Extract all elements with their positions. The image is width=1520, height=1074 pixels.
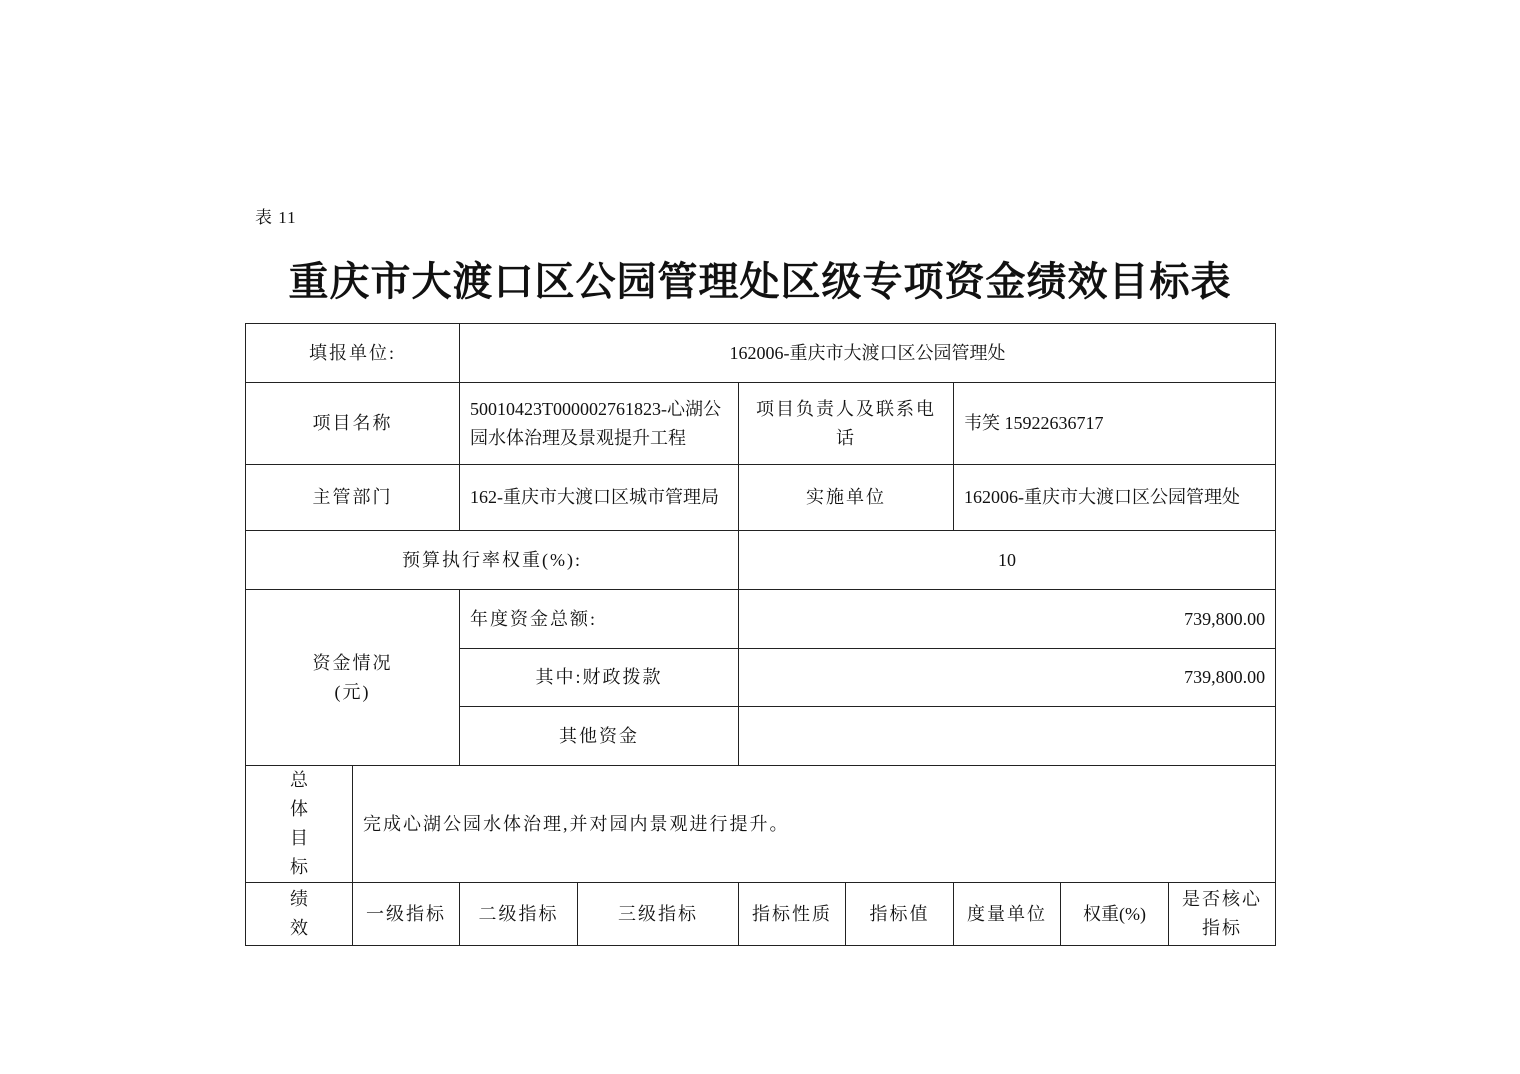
header-is-core: 是否核心指标 [1169, 883, 1276, 946]
indicator-header-row [246, 883, 1276, 946]
header-level1: 一级指标 [353, 883, 460, 946]
implementing-unit-value: 162006-重庆市大渡口区公园管理处 [954, 465, 1276, 531]
performance-char: 绩 [290, 889, 308, 909]
performance-goal-table [245, 323, 1276, 946]
reporting-unit-row [246, 324, 1276, 383]
header-level2: 二级指标 [460, 883, 578, 946]
performance-label [246, 883, 353, 946]
overall-goal-value: 完成心湖公园水体治理,并对园内景观进行提升。 [353, 766, 1276, 883]
overall-goal-char: 体 [290, 799, 308, 819]
overall-goal-char: 总 [290, 770, 308, 790]
overall-goal-label [246, 766, 353, 883]
funds-label-line1: 资金情况 [312, 652, 393, 673]
overall-goal-row [246, 766, 1276, 883]
project-name-label: 项目名称 [246, 383, 460, 465]
fiscal-value: 739,800.00 [739, 649, 1276, 707]
fiscal-label: 其中:财政拨款 [460, 649, 739, 707]
funds-label-line2: (元) [334, 681, 371, 702]
department-row [246, 465, 1276, 531]
department-value: 162-重庆市大渡口区城市管理局 [460, 465, 739, 531]
performance-char: 效 [290, 918, 308, 938]
project-leader-value: 韦笑 15922636717 [954, 383, 1276, 465]
department-label: 主管部门 [246, 465, 460, 531]
implementing-unit-label: 实施单位 [739, 465, 954, 531]
annual-total-row [246, 590, 1276, 649]
overall-goal-char: 目 [290, 828, 308, 848]
overall-goal-char: 标 [290, 857, 308, 877]
header-level3: 三级指标 [578, 883, 739, 946]
annual-total-value: 739,800.00 [739, 590, 1276, 649]
other-funds-label: 其他资金 [460, 707, 739, 766]
project-leader-label: 项目负责人及联系电话 [739, 383, 954, 465]
budget-weight-label: 预算执行率权重(%): [246, 531, 739, 590]
header-weight: 权重(%) [1061, 883, 1169, 946]
budget-weight-value: 10 [739, 531, 1276, 590]
annual-total-label: 年度资金总额: [460, 590, 739, 649]
table-number: 表 11 [255, 208, 297, 227]
project-name-row [246, 383, 1276, 465]
header-value: 指标值 [846, 883, 954, 946]
budget-weight-row [246, 531, 1276, 590]
header-nature: 指标性质 [739, 883, 846, 946]
funds-label [246, 590, 460, 766]
header-unit: 度量单位 [954, 883, 1061, 946]
other-funds-value [739, 707, 1276, 766]
document-title: 重庆市大渡口区公园管理处区级专项资金绩效目标表 [288, 259, 1232, 304]
project-name-value: 50010423T000002761823-心湖公园水体治理及景观提升工程 [460, 383, 739, 465]
reporting-unit-label: 填报单位: [246, 324, 460, 383]
reporting-unit-value: 162006-重庆市大渡口区公园管理处 [460, 324, 1276, 383]
